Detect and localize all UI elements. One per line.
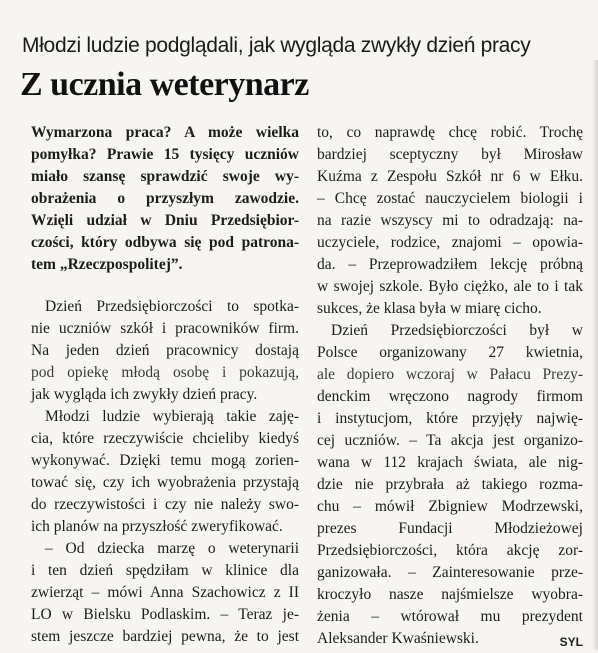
lead-line: Wymarzona praca? A może wielka [31,124,299,141]
lead-line: obrażenia o przyszłym zawodzie. [31,190,299,207]
body-line: tować się, czy ich wyobrażenia przystają [31,474,299,491]
body-line: ale dopiero wczoraj w Pałacu Prezy- [317,366,583,383]
body-line: to, co naprawdę chcę robić. Trochę [317,124,583,141]
body-line: na razie wszyscy mi to odradzają: na- [317,212,583,229]
scan-edge [592,60,598,650]
body-line: jak wygląda ich zwykły dzień pracy. [31,386,258,403]
body-line: chu – mówił Zbigniew Modrzewski, [317,498,583,515]
body-line: ich planów na przyszłość zweryfikować. [31,518,283,535]
body-line: i ten dzień spędziłam w klinice dla [31,562,299,579]
body-line: zwierząt – mówi Anna Szachowicz z II [31,584,299,601]
body-line: prezes Fundacji Młodzieżowej [317,520,583,537]
body-line: bardziej sceptyczny był Mirosław [317,146,583,163]
lead-line: Wzięli udział w Dniu Przedsiębior- [31,212,299,229]
body-line: stem jeszcze bardziej pewna, że to jest [31,628,299,645]
body-line: pod opiekę młodą osobę i pokazują, [31,364,299,381]
lead-line: pomyłka? Prawie 15 tysięcy uczniów [31,146,299,163]
body-line: cej uczniów. – Ta akcja jest organizo- [317,432,583,449]
body-line: Na jeden dzień pracownicy dostają [31,342,299,359]
body-line: – Od dziecka marzę o weterynarii [45,540,299,557]
body-line: Polsce organizowany 27 kwietnia, [317,344,583,361]
body-line: denckim wręczono nagrody firmom [317,388,583,405]
body-line: nie uczniów szkół i pracowników firm. [31,320,299,337]
article-kicker: Młodzi ludzie podglądali, jak wygląda zwykły dzień pracy [22,34,531,57]
body-line: dzie nie przybrała aż takiego rozma- [317,476,583,493]
article-lead [31,122,299,276]
body-line: Młodzi ludzie wybierają takie zaję- [45,408,299,425]
body-line: wana w 112 krajach świata, ale nig- [317,454,583,471]
lead-line: czości, który odbywa się pod patrona- [31,234,299,251]
article-body-left [31,296,299,648]
body-line: ganizowała. – Zainteresowanie prze- [317,564,583,581]
body-line: i instytucjom, które przyjęły najwię- [317,410,583,427]
lead-line: tem „Rzeczpospolitej”. [31,256,183,273]
body-line: wykonywać. Dzięki temu mogą zorien- [31,452,299,469]
article-headline: Z ucznia weterynarz [20,66,309,103]
body-line: uczyciele, rodzice, znajomi – opowia- [317,234,583,251]
body-line: kroczyło nasze najśmielsze wyobra- [317,586,583,603]
left-column [31,122,299,648]
body-line: do rzeczywistości i czy nie należy swo- [31,496,299,513]
body-line: da. – Przeprowadziłem lekcję próbną [317,256,583,273]
body-line: – Chcę zostać nauczycielem biologii i [317,190,583,207]
body-line: sukces, że klasa była w miarę cicho. [317,300,542,317]
body-line: w swojej szkole. Było ciężko, ale to i tak [317,278,583,295]
body-line: żenia – wtórował mu prezydent [317,608,583,625]
body-line: Dzień Przedsiębiorczości to spotka- [45,298,299,315]
author-signature: SYL [559,635,583,649]
body-line: cia, które rzeczywiście chcieliby kiedyś [31,430,299,447]
body-line: Aleksander Kwaśniewski. [317,630,479,647]
body-line: Dzień Przedsiębiorczości był w [331,322,583,339]
closing-line [317,628,583,650]
body-line: Przedsiębiorczości, która akcję zor- [317,542,583,559]
body-line: Kuźma z Zespołu Szkół nr 6 w Ełku. [317,168,583,185]
right-column [317,122,583,650]
body-line: LO w Bielsku Podlaskim. – Teraz je- [31,606,299,623]
lead-line: miało szansę sprawdzić swoje wy- [31,168,299,185]
